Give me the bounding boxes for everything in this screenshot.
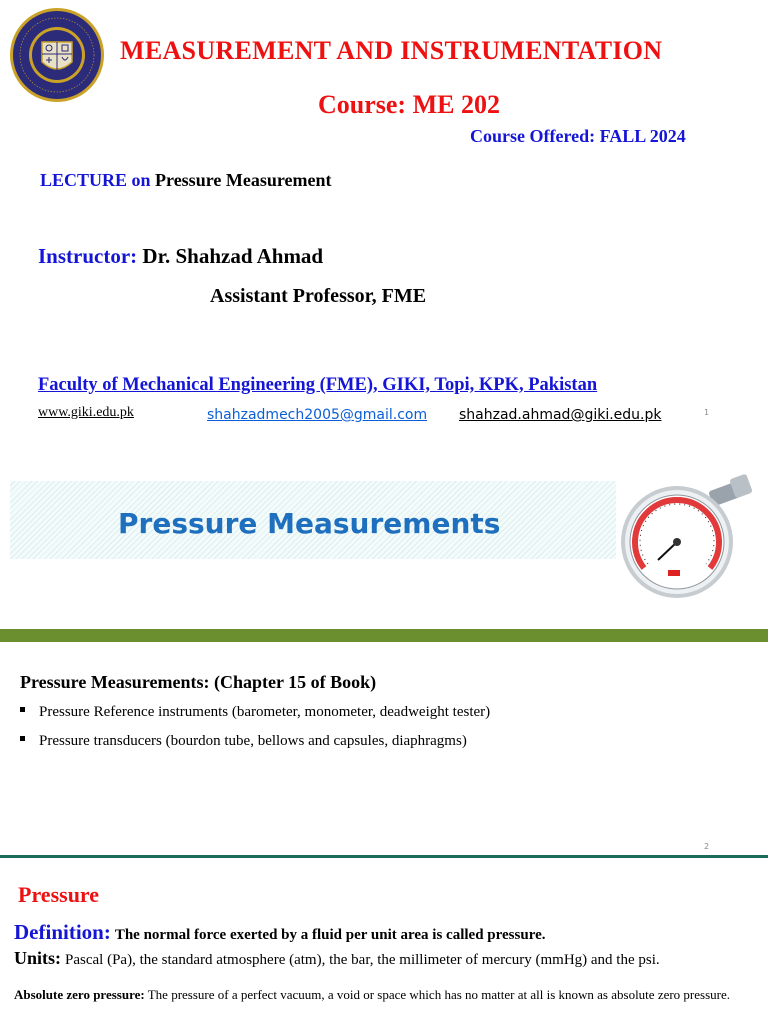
definition-label: Definition:: [14, 920, 111, 944]
instructor-label: Instructor:: [38, 244, 138, 268]
definition-text: The normal force exerted by a fluid per unit area is called pressure.: [114, 927, 546, 943]
chapter-heading: Pressure Measurements: (Chapter 15 of Book): [20, 672, 377, 692]
course-code: Course: ME 202: [318, 90, 500, 119]
list-item: [20, 704, 490, 721]
units-label: Units:: [14, 948, 62, 968]
email-link-gmail[interactable]: shahzadmech2005@gmail.com: [207, 407, 428, 423]
section-heading: Pressure: [18, 882, 100, 907]
bullet-icon: [20, 736, 25, 741]
instructor-name: Dr. Shahzad Ahmad: [142, 244, 324, 268]
email-link-giki[interactable]: shahzad.ahmad@giki.edu.pk: [459, 407, 662, 423]
page-number: 2: [704, 842, 710, 851]
list-item-text: Pressure Reference instruments (barometer, monometer, deadweight tester): [39, 704, 491, 720]
section-divider: [0, 855, 768, 858]
absolute-zero-label: Absolute zero pressure:: [14, 987, 145, 1002]
section-divider: [0, 629, 768, 642]
website-link[interactable]: www.giki.edu.pk: [38, 405, 134, 420]
instructor-position: Assistant Professor, FME: [210, 285, 427, 307]
units-text: Pascal (Pa), the standard atmosphere (atm), the bar, the millimeter of mercury (mmHg) and the psi.: [65, 952, 660, 968]
lecture-line: [40, 170, 332, 191]
lecture-prefix: LECTURE on: [40, 170, 151, 190]
list-item-text: Pressure transducers (bourdon tube, bellows and capsules, diaphragms): [39, 733, 467, 749]
faculty-link[interactable]: Faculty of Mechanical Engineering (FME), GIKI, Topi, KPK, Pakistan: [38, 375, 598, 395]
absolute-zero-paragraph: [14, 987, 762, 1003]
instructor-line: [38, 244, 323, 269]
absolute-zero-text: The pressure of a perfect vacuum, a void or space which has no matter at all is known as absolute zero pressure.: [147, 987, 730, 1002]
giki-seal-icon: [8, 6, 106, 104]
page-number: 1: [704, 408, 710, 417]
course-title: MEASUREMENT AND INSTRUMENTATION: [120, 36, 663, 65]
banner-title: Pressure Measurements: [118, 507, 501, 540]
bullet-icon: [20, 707, 25, 712]
course-offered: Course Offered: FALL 2024: [470, 126, 686, 146]
lecture-topic: Pressure Measurement: [155, 170, 332, 190]
definition-line: [14, 920, 546, 945]
list-item: [20, 733, 467, 750]
units-line: [14, 948, 660, 969]
pressure-gauge-icon: [614, 468, 756, 608]
